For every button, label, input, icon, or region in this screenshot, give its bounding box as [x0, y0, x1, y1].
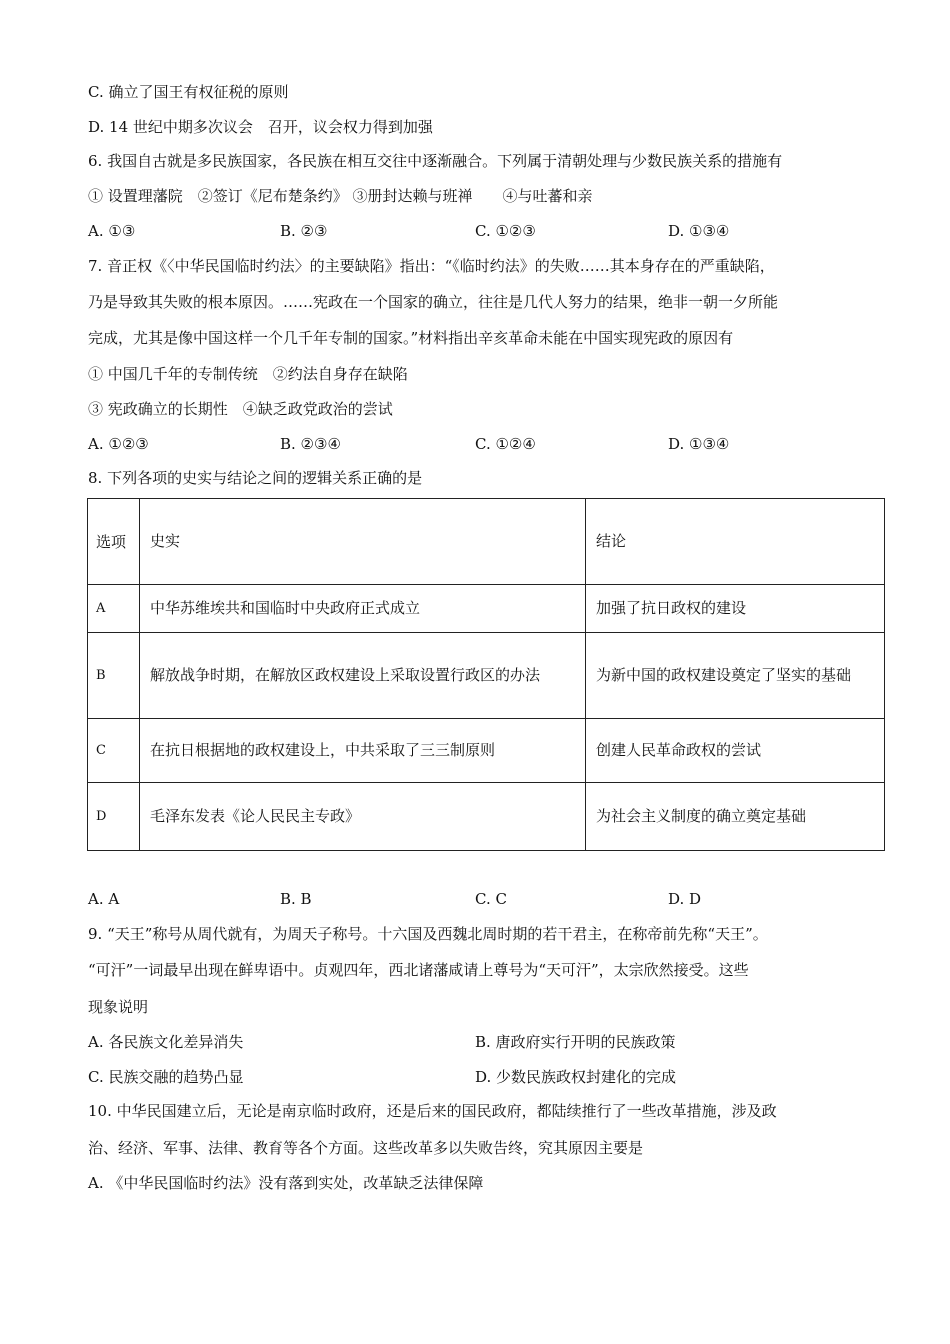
row-label: C	[88, 719, 140, 783]
row-conclusion: 为社会主义制度的确立奠定基础	[586, 783, 885, 851]
table-row	[88, 719, 885, 783]
q6-items: ① 设置理藩院 ②签订《尼布楚条约》 ③册封达赖与班禅 ④与吐蕃和亲	[88, 187, 593, 205]
row-label: A	[88, 585, 140, 633]
row-label: B	[88, 633, 140, 719]
header-option: 选项	[88, 499, 140, 585]
q9-stem-line1: 9. “天王”称号从周代就有，为周天子称号。十六国及西魏北周时期的若干君主，在称帝前先称“天王”。	[88, 925, 768, 943]
row-fact: 毛泽东发表《论人民民主专政》	[140, 783, 586, 851]
q9-option-d: D. 少数民族政权封建化的完成	[475, 1068, 677, 1086]
q7-stem-line3: 完成，尤其是像中国这样一个几千年专制的国家。”材料指出辛亥革命未能在中国实现宪政的原因有	[88, 329, 734, 347]
q7-items-line2: ③ 宪政确立的长期性 ④缺乏政党政治的尝试	[88, 400, 393, 418]
q7-items-line1: ① 中国几千年的专制传统 ②约法自身存在缺陷	[88, 365, 408, 383]
q8-option-b: B. B	[280, 890, 312, 908]
q9-stem-line2: “可汗”一词最早出现在鲜卑语中。贞观四年，西北诸藩咸请上尊号为“天可汗”，太宗欣然接受。这些	[88, 961, 749, 979]
q7-option-b: B. ②③④	[280, 435, 341, 453]
q8-table	[87, 498, 885, 851]
q10-option-a: A. 《中华民国临时约法》没有落到实处，改革缺乏法律保障	[88, 1174, 484, 1192]
q5-option-d: D. 14 世纪中期多次议会 召开，议会权力得到加强	[88, 118, 433, 136]
header-conclusion: 结论	[586, 499, 885, 585]
table-row	[88, 633, 885, 719]
table-row	[88, 585, 885, 633]
q9-option-c: C. 民族交融的趋势凸显	[88, 1068, 244, 1086]
row-conclusion: 创建人民革命政权的尝试	[586, 719, 885, 783]
row-conclusion: 为新中国的政权建设奠定了坚实的基础	[586, 633, 885, 719]
q8-stem: 8. 下列各项的史实与结论之间的逻辑关系正确的是	[88, 469, 423, 487]
header-fact: 史实	[140, 499, 586, 585]
q6-stem: 6. 我国自古就是多民族国家，各民族在相互交往中逐渐融合。下列属于清朝处理与少数民族关系的措施有	[88, 152, 783, 170]
q5-option-c: C. 确立了国王有权征税的原则	[88, 83, 289, 101]
row-conclusion: 加强了抗日政权的建设	[586, 585, 885, 633]
q7-option-a: A. ①②③	[88, 435, 149, 453]
row-fact: 中华苏维埃共和国临时中央政府正式成立	[140, 585, 586, 633]
q8-option-c: C. C	[475, 890, 507, 908]
q7-option-c: C. ①②④	[475, 435, 536, 453]
q10-stem-line1: 10. 中华民国建立后，无论是南京临时政府，还是后来的国民政府，都陆续推行了一些改革措施，涉及政	[88, 1102, 777, 1120]
q10-stem-line2: 治、经济、军事、法律、教育等各个方面。这些改革多以失败告终，究其原因主要是	[88, 1139, 644, 1157]
q7-stem-line2: 乃是导致其失败的根本原因。……宪政在一个国家的确立，往往是几代人努力的结果，绝非一朝一夕所能	[88, 293, 779, 311]
q8-option-d: D. D	[668, 890, 702, 908]
row-fact: 解放战争时期，在解放区政权建设上采取设置行政区的办法	[140, 633, 586, 719]
q6-option-c: C. ①②③	[475, 222, 536, 240]
q9-option-b: B. 唐政府实行开明的民族政策	[475, 1033, 676, 1051]
table-row	[88, 783, 885, 851]
q7-stem-line1: 7. 音正权《〈中华民国临时约法〉的主要缺陷》指出：“《临时约法》的失败……其本身存在的严重缺陷，	[88, 257, 775, 275]
q9-option-a: A. 各民族文化差异消失	[88, 1033, 244, 1051]
q9-stem-line3: 现象说明	[88, 998, 149, 1016]
q7-option-d: D. ①③④	[668, 435, 730, 453]
row-label: D	[88, 783, 140, 851]
row-fact: 在抗日根据地的政权建设上，中共采取了三三制原则	[140, 719, 586, 783]
q6-option-d: D. ①③④	[668, 222, 730, 240]
q8-option-a: A. A	[88, 890, 120, 908]
q6-option-b: B. ②③	[280, 222, 328, 240]
table-header-row	[88, 499, 885, 585]
q6-option-a: A. ①③	[88, 222, 136, 240]
